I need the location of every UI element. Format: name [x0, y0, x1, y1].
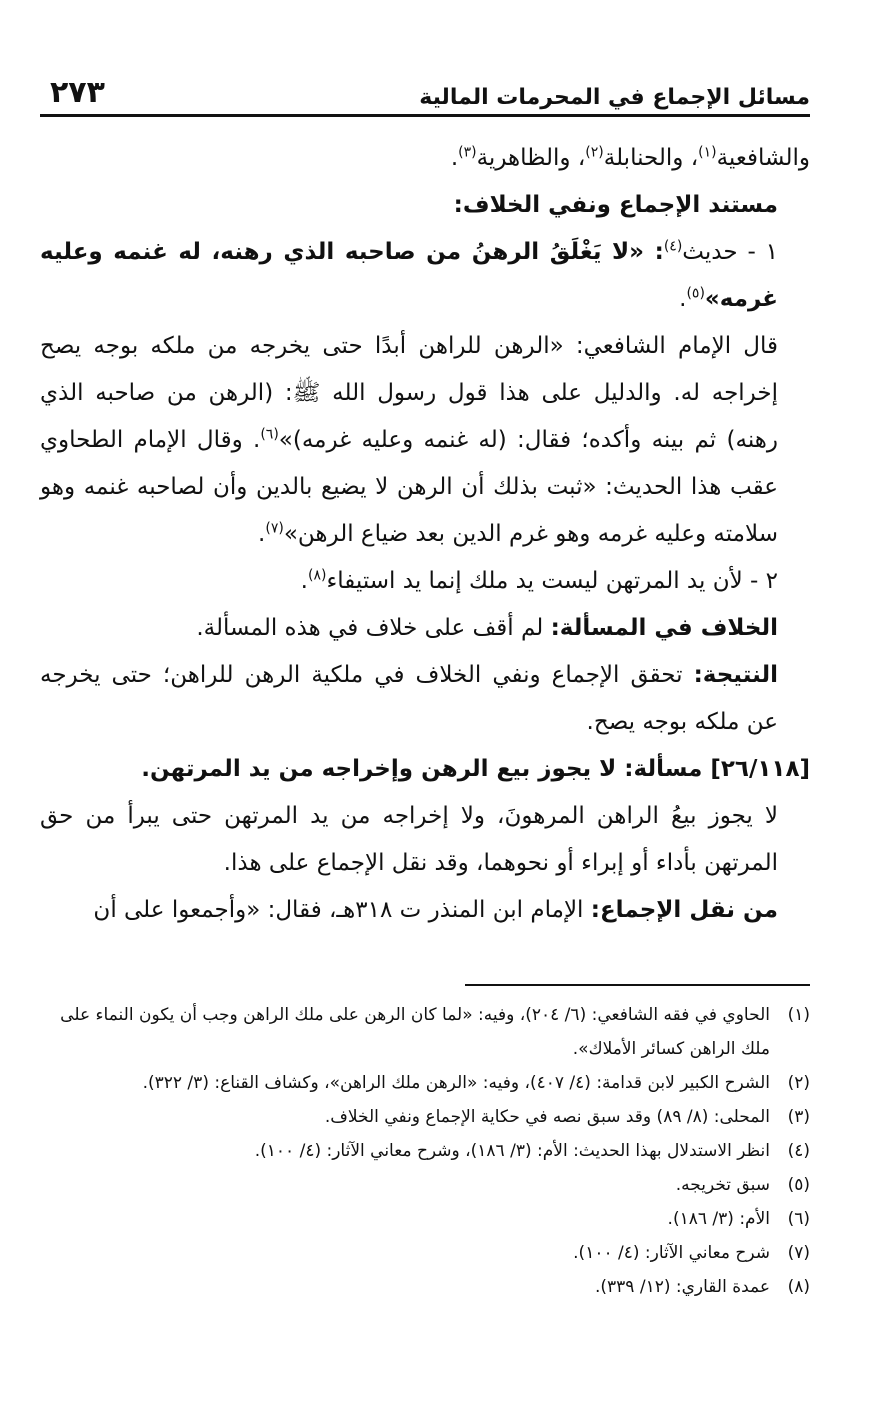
label-consensus-source: من نقل الإجماع:	[590, 897, 778, 923]
page-header	[40, 60, 810, 117]
footnote-5: (٥) سبق تخريجه.	[675, 1175, 810, 1195]
footnote-ref-3: (٣)	[458, 144, 477, 161]
section-heading-basis: مستند الإجماع ونفي الخلاف:	[453, 192, 778, 218]
footnote-4: (٤) انظر الاستدلال بهذا الحديث: الأم: (٣/ ١٨٦)، وشرح معاني الآثار: (٤/ ١٠٠).	[254, 1141, 810, 1161]
paragraph-disagreement: الخلاف في المسألة: لم أقف على خلاف في هذه المسألة.	[196, 615, 778, 641]
footnote-ref-4: (٤)	[663, 238, 683, 255]
footnote-ref-7: (٧)	[265, 520, 284, 537]
footnote-8: (٨) عمدة القاري: (١٢/ ٣٣٩).	[594, 1277, 810, 1297]
paragraph-reason-two: ٢ - لأن يد المرتهن ليست يد ملك إنما يد استيفاء$^{(٨)}$.	[300, 567, 778, 594]
footnote-6: (٦) الأم: (٣/ ١٨٦).	[667, 1209, 810, 1229]
footnote-7: (٧) شرح معاني الآثار: (٤/ ١٠٠).	[573, 1243, 810, 1263]
paragraph-schools: والشافعية$^{(١)}$، والحنابلة$^{(٢)}$، والظاهرية$^{(٣)}$.	[450, 144, 810, 171]
footnotes	[40, 998, 810, 1304]
paragraph-consensus-source: من نقل الإجماع: الإمام ابن المنذر ت ٣١٨هـ، فقال: «وأجمعوا على أن	[93, 897, 778, 923]
footnote-ref-1: (١)	[698, 144, 717, 161]
paragraph-result: النتيجة: تحقق الإجماع ونفي الخلاف في ملكية الرهن للراهن؛ حتى يخرجه عن ملكه بوجه يصح.	[40, 662, 778, 735]
paragraph-issue-text: لا يجوز بيعُ الراهن المرهونَ، ولا إخراجه من يد المرتهن حتى يبرأ من حق المرتهن بأداء أو إبراء أو نحوهما، وقد نقل الإجماع على هذا.	[40, 803, 778, 876]
footnote-1: (١) الحاوي في فقه الشافعي: (٦/ ٢٠٤)، وفيه: «لما كان الرهن على ملك الراهن وجب أن يكون النماء على ملك الراهن كسائر الأملاك».	[60, 1005, 810, 1059]
footnote-ref-5: (٥)	[686, 285, 705, 302]
footnote-ref-6: (٦)	[260, 426, 279, 443]
main-text	[40, 135, 810, 934]
running-title: مسائل الإجماع في المحرمات المالية	[419, 85, 810, 110]
footnote-2: (٢) الشرح الكبير لابن قدامة: (٤/ ٤٠٧)، وفيه: «الرهن ملك الراهن»، وكشاف القناع: (٣/ ٣٢٢).	[142, 1073, 810, 1093]
page-number: ٢٧٣	[50, 75, 105, 110]
footnote-3: (٣) المحلى: (٨/ ٨٩) وقد سبق نصه في حكاية الإجماع ونفي الخلاف.	[324, 1107, 810, 1127]
label-disagreement: الخلاف في المسألة:	[550, 615, 778, 641]
paragraph-hadith: ١ - حديث$^{(٤)}$: «لا يَغْلَقُ الرهنُ من صاحبه الذي رهنه، له غنمه وعليه غرمه»$^{(٥)}$.	[40, 238, 778, 312]
footnote-ref-2: (٢)	[585, 144, 604, 161]
footnote-ref-8: (٨)	[307, 567, 327, 584]
footnote-divider	[465, 984, 810, 986]
label-result: النتيجة:	[693, 662, 778, 688]
paragraph-shafii-quote: قال الإمام الشافعي: «الرهن للراهن أبدًا حتى يخرجه من ملكه بوجه يصح إخراجه له. والدليل على هذا قول رسول الله ﷺ: (الرهن من صاحبه الذي رهنه) ثم بينه وأكده؛ فقال: (له غنمه وعليه غرمه)»$^{(٦)}$. وقال الإمام الطحاوي عقب هذا الحديث: «ثبت بذلك أن الرهن لا يضيع بالدين وأن لصاحبه غنمه وهو سلامته وعليه غرمه وهو غرم الدين بعد ضياع الرهن»$^{(٧)}$.	[40, 333, 778, 547]
issue-heading: [٢٦/١١٨] مسألة: لا يجوز بيع الرهن وإخراجه من يد المرتهن.	[141, 756, 810, 782]
book-page	[40, 60, 810, 1304]
